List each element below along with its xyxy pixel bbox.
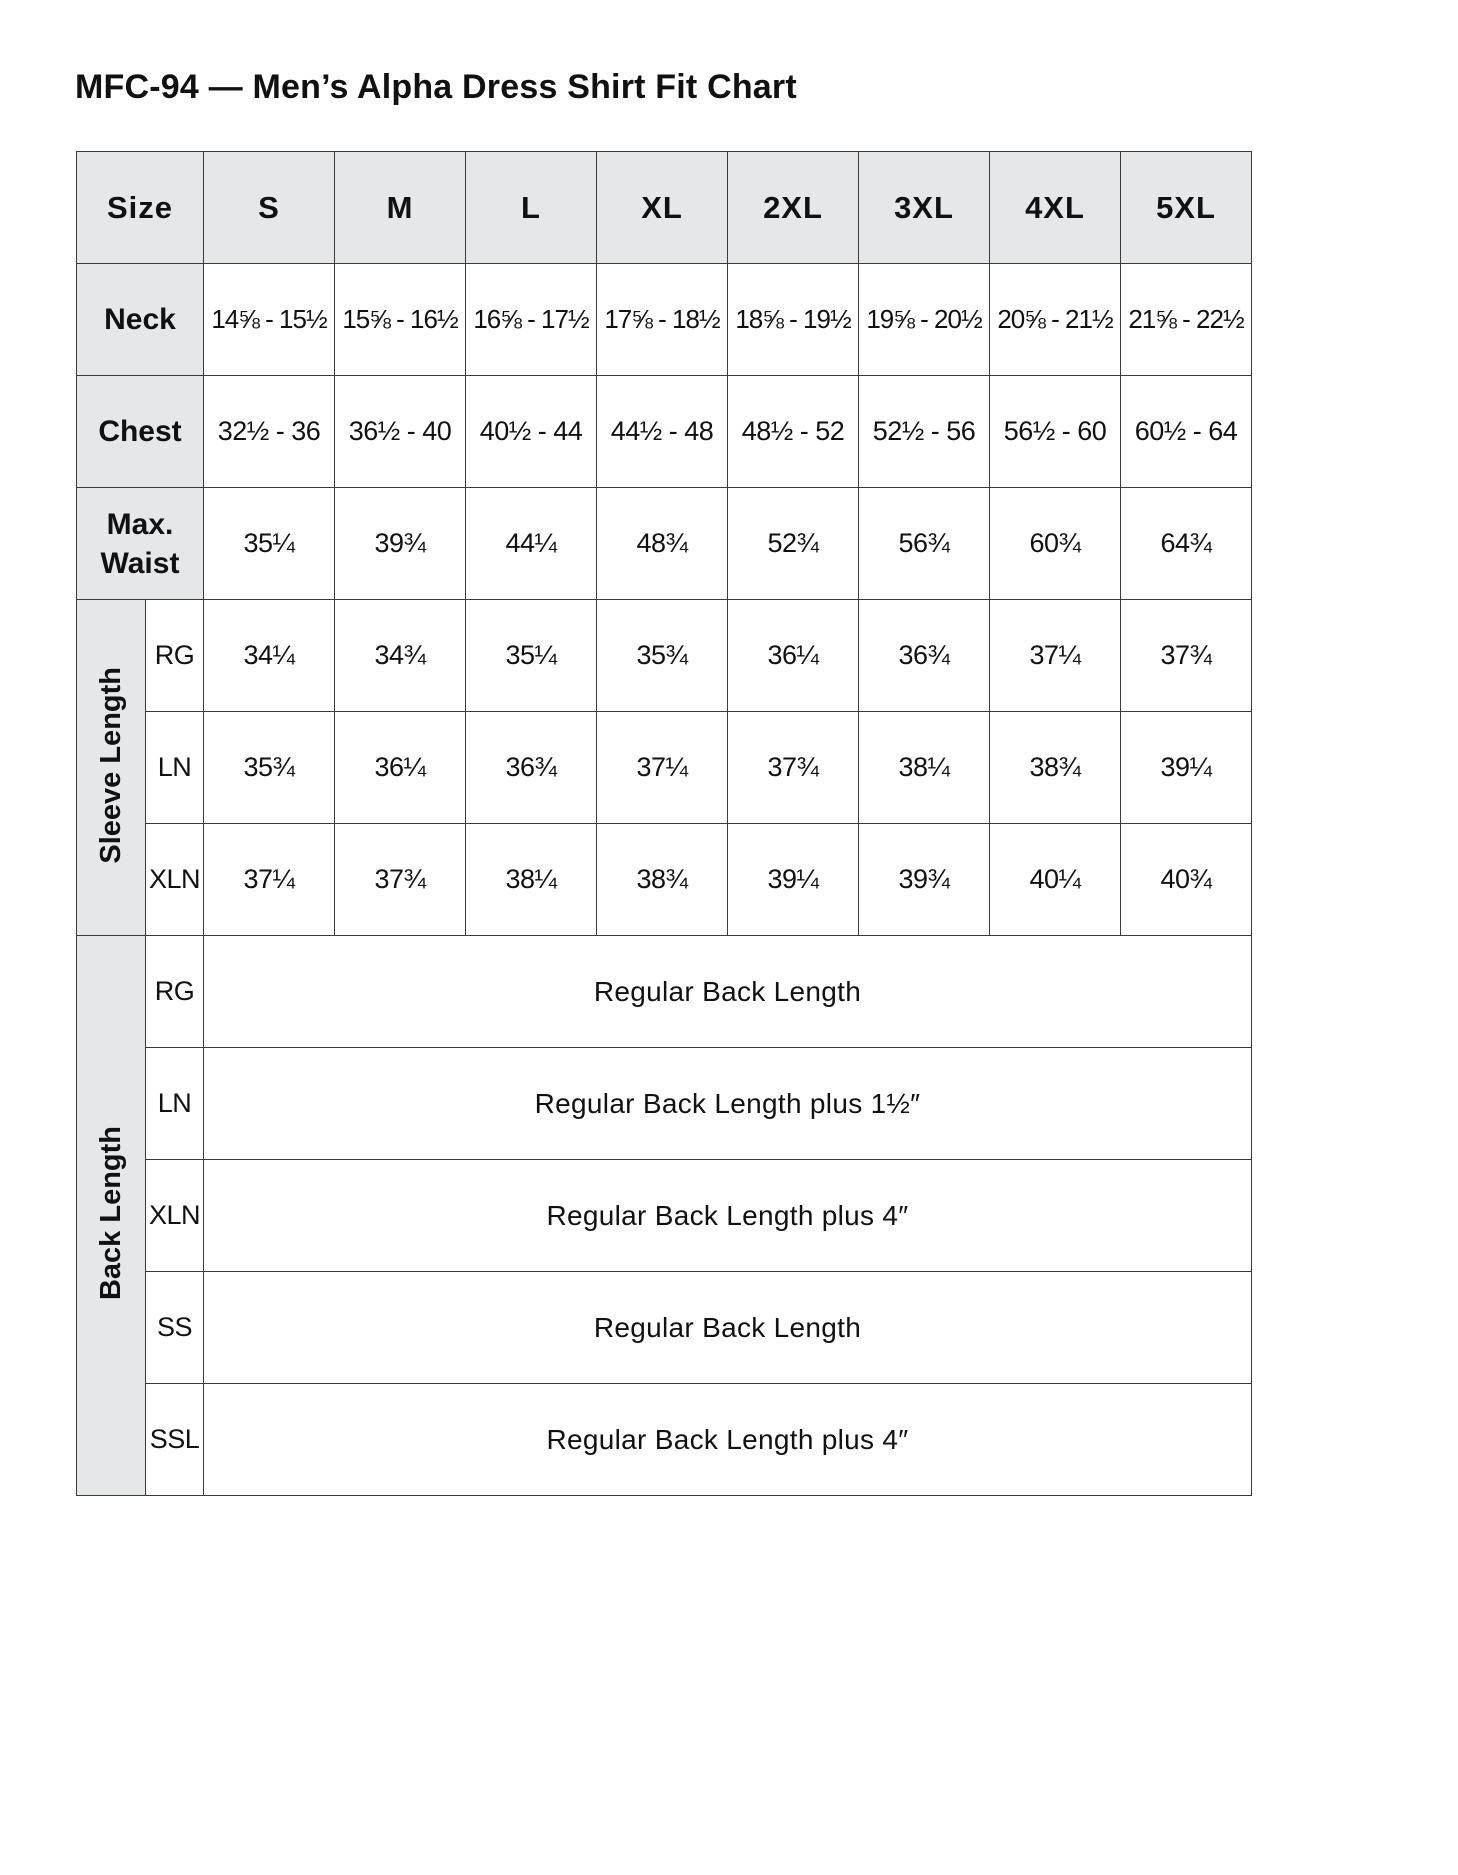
size-s: S (204, 152, 335, 264)
neck-value: 20⅝ - 21½ (990, 264, 1121, 376)
sleeve-value: 37¾ (335, 824, 466, 936)
back-row (77, 1160, 1252, 1272)
back-code: LN (146, 1048, 204, 1160)
neck-value: 17⅝ - 18½ (597, 264, 728, 376)
back-row (77, 1048, 1252, 1160)
sleeve-value: 36¼ (335, 712, 466, 824)
neck-value: 21⅝ - 22½ (1121, 264, 1252, 376)
waist-value: 48¾ (597, 488, 728, 600)
sleeve-value: 36¾ (859, 600, 990, 712)
waist-value: 39¾ (335, 488, 466, 600)
sleeve-value: 38¾ (597, 824, 728, 936)
neck-row (77, 264, 1252, 376)
sleeve-value: 36¼ (728, 600, 859, 712)
sleeve-length-group-label (77, 600, 146, 936)
sleeve-value: 35¾ (204, 712, 335, 824)
back-code: SS (146, 1272, 204, 1384)
sleeve-value: 37¼ (990, 600, 1121, 712)
chest-value: 48½ - 52 (728, 376, 859, 488)
sleeve-value: 36¾ (466, 712, 597, 824)
waist-value: 56¾ (859, 488, 990, 600)
waist-value: 35¼ (204, 488, 335, 600)
waist-value: 64¾ (1121, 488, 1252, 600)
sleeve-row (77, 824, 1252, 936)
neck-label: Neck (77, 264, 204, 376)
back-code: XLN (146, 1160, 204, 1272)
back-code: SSL (146, 1384, 204, 1496)
sleeve-value: 39¾ (859, 824, 990, 936)
back-row (77, 936, 1252, 1048)
back-description: Regular Back Length plus 4″ (204, 1160, 1252, 1272)
sleeve-value: 38¾ (990, 712, 1121, 824)
waist-label-line1: Max. (106, 507, 174, 541)
back-row (77, 1384, 1252, 1496)
sleeve-value: 34¼ (204, 600, 335, 712)
back-description: Regular Back Length (204, 936, 1252, 1048)
sleeve-value: 40¾ (1121, 824, 1252, 936)
size-m: M (335, 152, 466, 264)
chest-value: 60½ - 64 (1121, 376, 1252, 488)
page-title: MFC-94 — Men’s Alpha Dress Shirt Fit Chart (75, 68, 797, 106)
chest-value: 52½ - 56 (859, 376, 990, 488)
sleeve-value: 37¾ (728, 712, 859, 824)
sleeve-value: 35¼ (466, 600, 597, 712)
sleeve-value: 38¼ (859, 712, 990, 824)
back-description: Regular Back Length (204, 1272, 1252, 1384)
waist-value: 44¼ (466, 488, 597, 600)
sleeve-value: 37¼ (204, 824, 335, 936)
chest-row (77, 376, 1252, 488)
sleeve-value: 40¼ (990, 824, 1121, 936)
neck-value: 14⅝ - 15½ (204, 264, 335, 376)
chest-label: Chest (77, 376, 204, 488)
sleeve-code: XLN (146, 824, 204, 936)
sleeve-value: 37¾ (1121, 600, 1252, 712)
chest-value: 56½ - 60 (990, 376, 1121, 488)
waist-label-line2: Waist (100, 546, 180, 580)
neck-value: 19⅝ - 20½ (859, 264, 990, 376)
sleeve-value: 39¼ (728, 824, 859, 936)
sleeve-value: 39¼ (1121, 712, 1252, 824)
sleeve-value: 34¾ (335, 600, 466, 712)
chest-value: 44½ - 48 (597, 376, 728, 488)
waist-value: 52¾ (728, 488, 859, 600)
size-header-row (77, 152, 1252, 264)
sleeve-value: 38¼ (466, 824, 597, 936)
sleeve-code: LN (146, 712, 204, 824)
waist-label (77, 488, 204, 600)
back-row (77, 1272, 1252, 1384)
size-xl: XL (597, 152, 728, 264)
back-description: Regular Back Length plus 1½″ (204, 1048, 1252, 1160)
back-length-label: Back Length (94, 1125, 127, 1301)
back-length-group-label (77, 936, 146, 1496)
waist-value: 60¾ (990, 488, 1121, 600)
size-2xl: 2XL (728, 152, 859, 264)
neck-value: 16⅝ - 17½ (466, 264, 597, 376)
size-5xl: 5XL (1121, 152, 1252, 264)
chest-value: 36½ - 40 (335, 376, 466, 488)
sleeve-row (77, 600, 1252, 712)
chest-value: 40½ - 44 (466, 376, 597, 488)
size-l: L (466, 152, 597, 264)
size-header: Size (77, 152, 204, 264)
sleeve-value: 35¾ (597, 600, 728, 712)
sleeve-code: RG (146, 600, 204, 712)
sleeve-length-label: Sleeve Length (94, 666, 127, 864)
chest-value: 32½ - 36 (204, 376, 335, 488)
size-3xl: 3XL (859, 152, 990, 264)
size-4xl: 4XL (990, 152, 1121, 264)
waist-row (77, 488, 1252, 600)
neck-value: 18⅝ - 19½ (728, 264, 859, 376)
back-code: RG (146, 936, 204, 1048)
sleeve-row (77, 712, 1252, 824)
back-description: Regular Back Length plus 4″ (204, 1384, 1252, 1496)
fit-chart-table (76, 151, 1252, 1496)
sleeve-value: 37¼ (597, 712, 728, 824)
neck-value: 15⅝ - 16½ (335, 264, 466, 376)
